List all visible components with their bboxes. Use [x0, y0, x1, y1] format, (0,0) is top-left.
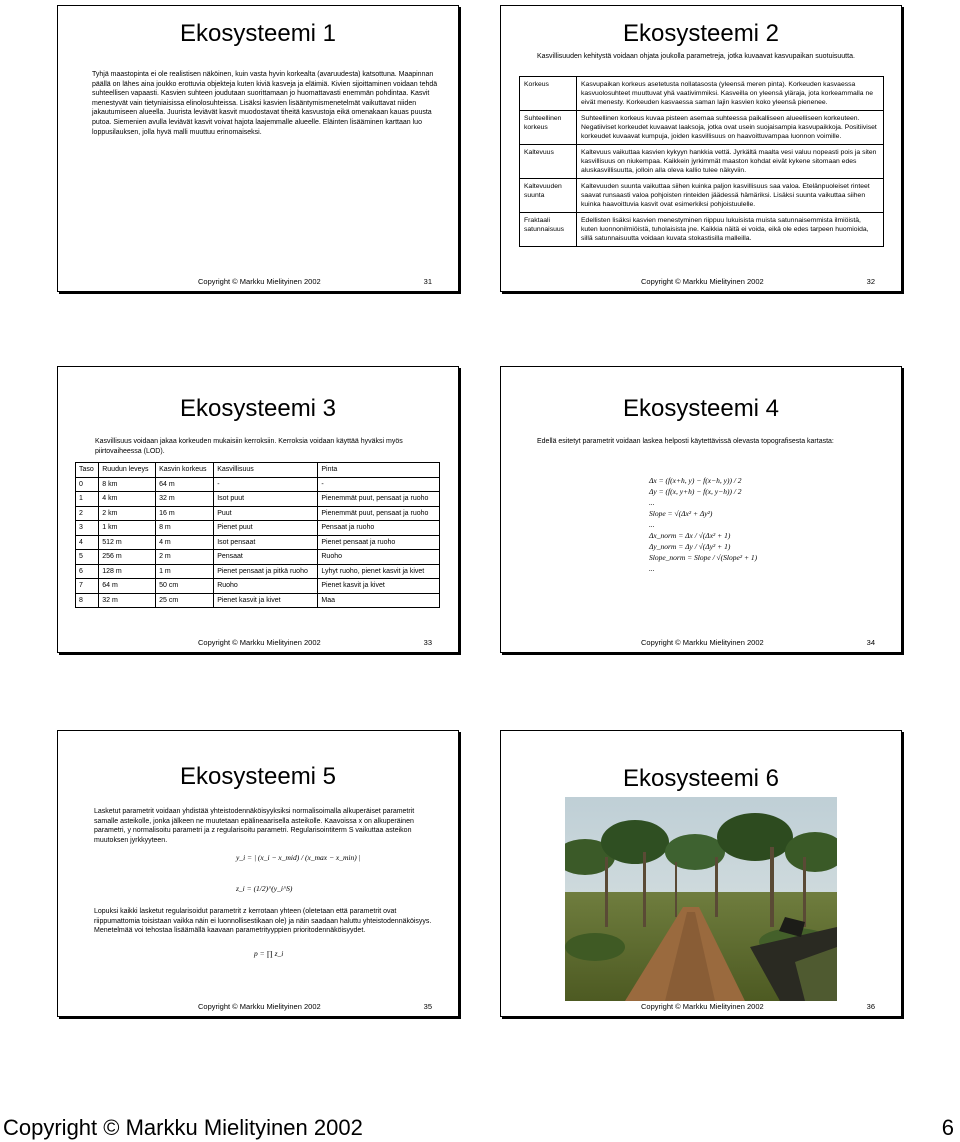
table-cell: 0 [76, 477, 99, 492]
slide-number: 32 [866, 277, 875, 286]
table-cell: 32 m [99, 593, 156, 608]
parameter-name: Fraktaali satunnaisuus [520, 213, 577, 247]
formula-block [649, 475, 849, 574]
parameter-table [519, 76, 884, 247]
formula-line: Δx_norm = Δx / √(Δx² + 1) [649, 531, 731, 540]
table-row [76, 564, 440, 579]
slide-number: 33 [423, 638, 432, 647]
slide-31 [57, 5, 459, 292]
slide-copyright: Copyright © Markku Mielityinen 2002 [641, 638, 764, 647]
table-row [520, 179, 884, 213]
slide-copyright: Copyright © Markku Mielityinen 2002 [641, 277, 764, 286]
column-header: Kasvillisuus [214, 463, 318, 478]
table-cell: 16 m [156, 506, 214, 521]
slide-36 [500, 730, 902, 1017]
table-cell: 2 km [99, 506, 156, 521]
formula-regularize: z_i = (1/2)^(y_i^S) [236, 884, 293, 893]
table-cell: Pienemmät puut, pensaat ja ruoho [318, 506, 440, 521]
table-cell: Isot puut [214, 492, 318, 507]
table-row [520, 77, 884, 111]
slide-intro: Kasvillisuus voidaan jakaa korkeuden mukaisiin kerroksiin. Kerroksia voidaan käyttää hyväksi myös piirtovaiheessa (LOD). [95, 438, 403, 455]
slide-title: Ekosysteemi 3 [179, 395, 337, 422]
slide-title: Ekosysteemi 2 [622, 20, 780, 47]
slide-title: Ekosysteemi 5 [179, 763, 337, 790]
slide-number: 34 [866, 638, 875, 647]
table-cell: 128 m [99, 564, 156, 579]
table-cell: Pienet pensaat ja ruoho [318, 535, 440, 550]
table-row [520, 213, 884, 247]
slide-copyright: Copyright © Markku Mielityinen 2002 [198, 1002, 321, 1011]
formula-normalize: y_i = | (x_i − x_mid) / (x_max − x_min) | [236, 853, 361, 862]
table-cell: 64 m [99, 579, 156, 594]
slide-copyright: Copyright © Markku Mielityinen 2002 [198, 638, 321, 647]
table-cell: Pensaat ja ruoho [318, 521, 440, 536]
table-row [76, 593, 440, 608]
table-row [76, 550, 440, 565]
table-row [76, 477, 440, 492]
table-cell: Pienet kasvit ja kivet [214, 593, 318, 608]
slide-copyright: Copyright © Markku Mielityinen 2002 [198, 277, 321, 286]
slide-number: 31 [423, 277, 432, 286]
table-cell: 256 m [99, 550, 156, 565]
table-cell: Ruoho [214, 579, 318, 594]
table-cell: 6 [76, 564, 99, 579]
table-cell: Pienemmät puut, pensaat ja ruoho [318, 492, 440, 507]
forest-scene-image [565, 797, 837, 1001]
layer-table [75, 462, 440, 608]
parameter-description: Kasvupaikan korkeus asetetusta nollatasosta (yleensä meren pinta). Korkeuden kasvaessa kasvuolosuhteet muuttuvat yhä vaativimmiksi. Kasveilla on yleensä yläraja, jota korkeammalla ne eivät menesty. Korkeuden kasvaessa saman lajin kasvien koko yleensä pienenee. [577, 77, 884, 111]
table-cell: Ruoho [318, 550, 440, 565]
table-cell: 4 [76, 535, 99, 550]
parameter-name: Korkeus [520, 77, 577, 111]
slide-paragraph-1: Lasketut parametrit voidaan yhdistää yhteistodennäköisyyksiksi normalisoimalla alkuperäiset parametrit samalle asteikolle, jonka jälkeen ne muutetaan epälineaarisella asteikolle. Kaavoissa x on alkuperäinen parametri, y normalisoitu parametri ja z regularisoitu parametri. Regularisointiterm S vaikuttaa asteikon muutoksen jyrkkyyteen. [94, 808, 415, 844]
slide-number: 35 [423, 1002, 432, 1011]
parameter-name: Suhteellinen korkeus [520, 111, 577, 145]
table-cell: 2 m [156, 550, 214, 565]
formula-product: p = ∏ z_i [254, 949, 284, 958]
table-row [76, 506, 440, 521]
table-cell: 4 m [156, 535, 214, 550]
slide-intro: Edellä esitetyt parametrit voidaan laskea helposti käytettävissä olevasta topografisesta kartasta: [537, 438, 834, 445]
formula-line: Δy_norm = Δy / √(Δy² + 1) [649, 542, 731, 551]
table-cell: Pienet pensaat ja pitkä ruoho [214, 564, 318, 579]
formula-line: ... [649, 498, 655, 507]
parameter-name: Kaltevuuden suunta [520, 179, 577, 213]
table-row [76, 521, 440, 536]
slide-35 [57, 730, 459, 1017]
slide-32 [500, 5, 902, 292]
table-cell: 5 [76, 550, 99, 565]
table-cell: 50 cm [156, 579, 214, 594]
table-cell: 512 m [99, 535, 156, 550]
formula-line: Δy = (f(x, y+h) − f(x, y−h)) / 2 [649, 487, 742, 496]
formula-line: ... [649, 520, 655, 529]
table-cell: 1 m [156, 564, 214, 579]
slide-title: Ekosysteemi 1 [179, 20, 337, 47]
formula-line: Slope = √(Δx² + Δy²) [649, 509, 713, 518]
parameter-name: Kaltevuus [520, 145, 577, 179]
table-cell: Maa [318, 593, 440, 608]
table-cell: - [214, 477, 318, 492]
table-cell: Pienet puut [214, 521, 318, 536]
table-row [76, 579, 440, 594]
column-header: Pinta [318, 463, 440, 478]
table-row [76, 492, 440, 507]
slide-body: Tyhjä maastopinta ei ole realistisen näköinen, kuin vasta hyvin korkealta (avaruudesta) katsottuna. Maapinnan päällä on lähes aina joukko erottuvia objekteja kuten kiviä kasveja ja eläimiä. Kivien sijoittaminen voidaan tehdä suhteellisen vapaasti. Kasvien suhteen joudutaan suorittamaan jo huomattavasti enemmän pohdintaa. Kasvit menestyvät vain tietyniaisissa elinolosuhteissa. Lisäksi kasvien lisääntymismenetelmät vaikuttavat niiden jakautumiseen alueella. Juurista leviävät kasvit muodostavat tiheitä kasvustoja eikä omenakaan kauas puusta putoa. Siemenien avulla leviävät kasvit voivat hajota laajemmalle alueelle. Eläinten lisääminen karttaan luo loppusilauksen, jolla hyvä malli muuttuu erinomaiseksi. [92, 71, 438, 136]
table-cell: 32 m [156, 492, 214, 507]
column-header: Ruudun leveys [99, 463, 156, 478]
table-cell: 3 [76, 521, 99, 536]
slide-paragraph-2: Lopuksi kaikki lasketut regularisoidut parametrit z kerrotaan yhteen (oletetaan että parametrit ovat riippumattomia toisistaan vaikka näin ei luonnollisestikaan ole) ja näin saadaan haluttu yhteistodennäköisyys. Menetelmää voi tehostaa lisäämällä kaavaan parametrityyppien prioritodennäköisyydet. [94, 908, 432, 935]
table-cell: Pensaat [214, 550, 318, 565]
page-number: 6 [941, 1115, 954, 1140]
parameter-description: Edellisten lisäksi kasvien menestyminen riippuu lukuisista muista satunnaisemmista ilmiöistä, kuten luonnonilmiöistä, tuholaisista jne. Kaikkia näitä ei voida, eikä ole edes tarpeen huomioida, sillä satunnaisuutta voidaan kuvata stokastisilla malleilla. [577, 213, 884, 247]
slide-title: Ekosysteemi 6 [622, 765, 780, 792]
formula-line: Δx = (f(x+h, y) − f(x−h, y)) / 2 [649, 476, 742, 485]
parameter-description: Kaltevuuden suunta vaikuttaa siihen kuinka paljon kasvillisuus saa valoa. Etelänpuoleiset rinteet saavat runsaasti valoa pohjoisten rinteiden jäädessä hämäriksi. Lisäksi suunta vaikuttaa siihen kuinka haavoittuvia kasvit ovat esimerkiksi pohjoistuulelle. [577, 179, 884, 213]
column-header: Taso [76, 463, 99, 478]
table-cell: 8 km [99, 477, 156, 492]
table-cell: 64 m [156, 477, 214, 492]
table-cell: 1 km [99, 521, 156, 536]
table-cell: 25 cm [156, 593, 214, 608]
table-row [520, 111, 884, 145]
table-cell: 8 [76, 593, 99, 608]
table-row [76, 535, 440, 550]
page-copyright: Copyright © Markku Mielityinen 2002 [3, 1115, 363, 1140]
table-cell: Isot pensaat [214, 535, 318, 550]
table-cell: 2 [76, 506, 99, 521]
slide-34 [500, 366, 902, 653]
parameter-description: Kaltevuus vaikuttaa kasvien kykyyn hankkia vettä. Jyrkältä maalta vesi valuu nopeasti pois ja siten kasvillisuus on niukempaa. Kaikkein jyrkimmät maaston kohdat eivät kykene sitomaan edes aluskasvillisuutta, jolloin alla oleva kallio tulee näkyviin. [577, 145, 884, 179]
slide-number: 36 [866, 1002, 875, 1011]
formula-line: ... [649, 564, 655, 573]
table-cell: Puut [214, 506, 318, 521]
parameter-description: Suhteellinen korkeus kuvaa pisteen asemaa suhteessa paikalliseen alueelliseen korkeuteen. Negatiiviset korkeudet kuvaavat laaksoja, jotka ovat usein suojaisampia kasvupaikkoja. Positiiviset korkeudet kuvaavat kumpuja, joiden kasvillisuus on haavoittuvampaa luonnon voimille. [577, 111, 884, 145]
table-cell: 7 [76, 579, 99, 594]
table-cell: 8 m [156, 521, 214, 536]
table-row [520, 145, 884, 179]
formula-line: Slope_norm = Slope / √(Slope² + 1) [649, 553, 758, 562]
column-header: Kasvin korkeus [156, 463, 214, 478]
slide-33 [57, 366, 459, 653]
table-cell: Lyhyt ruoho, pienet kasvit ja kivet [318, 564, 440, 579]
table-cell: - [318, 477, 440, 492]
slide-title: Ekosysteemi 4 [622, 395, 780, 422]
slide-intro: Kasvillisuuden kehitystä voidaan ohjata joukolla parametreja, jotka kuvaavat kasvupaikan suotuisuutta. [537, 53, 855, 60]
table-cell: 1 [76, 492, 99, 507]
table-cell: Pienet kasvit ja kivet [318, 579, 440, 594]
table-cell: 4 km [99, 492, 156, 507]
slide-copyright: Copyright © Markku Mielityinen 2002 [641, 1002, 764, 1011]
